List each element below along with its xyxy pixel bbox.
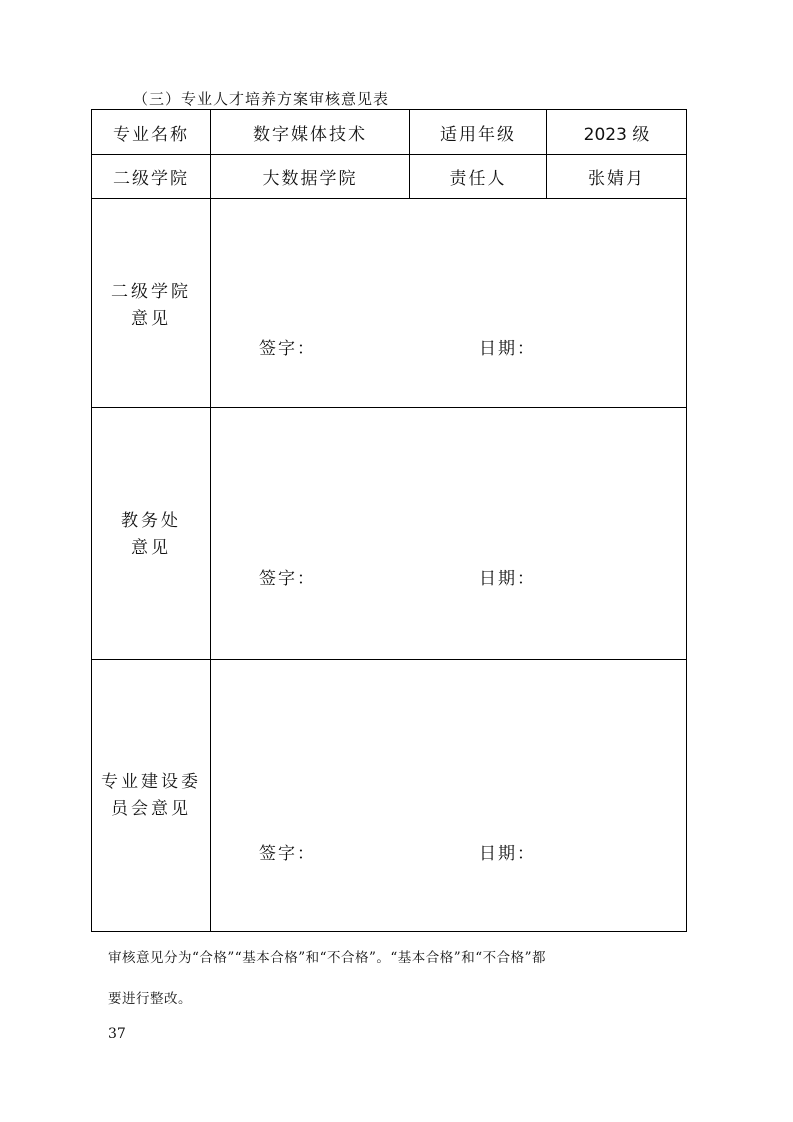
academic-affairs-signature-field[interactable]: 签字： (259, 569, 316, 589)
academic-affairs-opinion-label-line: 意见 (131, 538, 171, 558)
applicable-grade-value: 2023 级 (583, 124, 650, 145)
page-number: 37 (108, 1026, 126, 1042)
committee-date-field[interactable]: 日期： (479, 844, 536, 864)
responsible-person-label: 责任人 (449, 169, 507, 189)
review-note-line: 审核意见分为“合格”“基本合格”和“不合格”。“基本合格”和“不合格”都 (108, 950, 547, 966)
committee-opinion-label-line: 专业建设委 (101, 772, 201, 792)
college-opinion-label-line: 二级学院 (111, 282, 191, 302)
form-label-column-divider (210, 109, 211, 932)
college-label: 二级学院 (113, 169, 189, 189)
review-note-line: 要进行整改。 (108, 991, 192, 1007)
committee-opinion-label (92, 769, 210, 823)
academic-affairs-opinion-label (92, 508, 210, 562)
college-signature-field[interactable]: 签字： (259, 339, 316, 359)
committee-signature-field[interactable]: 签字： (259, 844, 316, 864)
form-border-right (686, 109, 687, 932)
college-opinion-label (92, 279, 210, 333)
major-name-label: 专业名称 (113, 124, 189, 145)
responsible-person-value: 张婧月 (588, 169, 645, 189)
form-row-divider (91, 659, 687, 660)
college-opinion-label-line: 意见 (131, 309, 171, 329)
applicable-grade-label: 适用年级 (440, 124, 516, 145)
form-row-divider (91, 407, 687, 408)
academic-affairs-opinion-label-line: 教务处 (121, 511, 181, 531)
major-name-value: 数字媒体技术 (253, 124, 367, 145)
review-opinion-form (91, 109, 687, 932)
form-heading: （三）专业人才培养方案审核意见表 (133, 90, 390, 108)
form-row-divider (91, 198, 687, 199)
college-date-field[interactable]: 日期： (479, 339, 536, 359)
college-value: 大数据学院 (262, 169, 358, 189)
form-border-bottom (91, 931, 687, 932)
academic-affairs-date-field[interactable]: 日期： (479, 569, 536, 589)
committee-opinion-label-line: 员会意见 (111, 799, 191, 819)
